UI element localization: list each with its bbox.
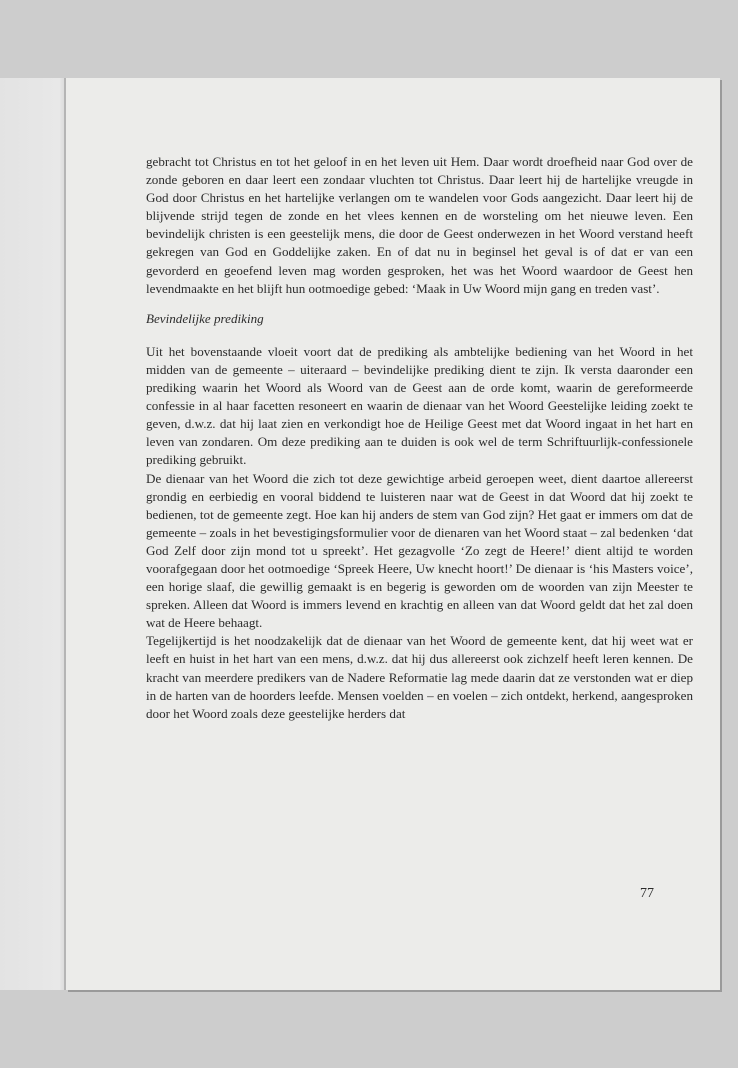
book-page [66,78,720,990]
page-number: 77 [640,886,654,901]
page-body-text [146,153,693,723]
facing-page-edge [0,78,66,990]
paragraph-section-1: Uit het bovenstaande vloeit voort dat de prediking als ambtelijke bediening van het Woord in het midden van de gemeente – uiteraard – bevindelijke prediking dient te zijn. Ik versta daaronder een prediking waarin het Woord als Woord van de Geest aan de orde komt, waarin de gereformeerde confessie in al haar facetten resoneert en waarin de dienaar van het Woord Geestelijke leiding zoekt te geven, d.w.z. dat hij laat zien en verkondigt hoe de Heilige Geest met dat Woord ingaat in het hart en leven van zondaren. Om deze prediking aan te duiden is ook wel de term Schriftuurlijk-confessionele prediking gebruikt. [146,343,693,468]
paragraph-opening: gebracht tot Christus en tot het geloof in en het leven uit Hem. Daar wordt droefheid naar God over de zonde geboren en daar leert een zondaar vluchten tot Christus. Daar leert hij de hartelijke vreugde in God door Christus en het hartelijke verlangen om te wandelen voor Gods aangezicht. Daar leert hij de blijvende strijd tegen de zonde en het vlees kennen en de worsteling om het nieuwe leven. Een bevindelijk christen is een geestelijk mens, die door de Geest onderwezen in het Woord verstand heeft gekregen van God en Goddelijke zaken. En of dat nu in beginsel het geval is of dat er van een gevorderd en geoefend leven mag worden gesproken, het was het Woord waardoor de Geest hen levendmaakte en het blijft hun ootmoedige gebed: ‘Maak in Uw Woord mijn gang en treden vast’. [146,154,693,296]
section-heading: Bevindelijke prediking [146,310,264,326]
paragraph-section-2: De dienaar van het Woord die zich tot deze gewichtige arbeid geroepen weet, dient daartoe allereerst grondig en eerbiedig en vooral biddend te luisteren naar wat de Geest in dat Woord dat hij zoekt te bedienen, tot de gemeente zegt. Hoe kan hij anders de stem van God zijn? Het gaat er immers om dat de gemeente – zoals in het bevestigingsformulier voor de dienaren van het Woord staat – zal bedenken ‘dat God Zelf door zijn mond tot u spreekt’. Het gezagvolle ‘Zo zegt de Heere!’ dient altijd te worden voorafgegaan door het ootmoedige ‘Spreek Heere, Uw knecht hoort!’ De dienaar is ‘his Masters voice’, een horige slaaf, die gewillig gemaakt is en begerig is geworden om de woorden van zijn Meester te spreken. Alleen dat Woord is immers levend en krachtig en alleen van dat Woord geldt dat het zal doen wat de Heere behaagt. [146,470,693,631]
paragraph-section-3: Tegelijkertijd is het noodzakelijk dat de dienaar van het Woord de gemeente kent, dat hij weet wat er leeft en huist in het hart van een mens, d.w.z. dat hij dus allereerst ook zichzelf heeft leren kennen. De kracht van meerdere predikers van de Nadere Reformatie lag mede daarin dat ze verstonden wat er diep in de harten van de hoorders leefde. Mensen voelden – en voelen – zich ontdekt, herkend, aangesproken door het Woord zoals deze geestelijke herders dat [146,633,693,721]
